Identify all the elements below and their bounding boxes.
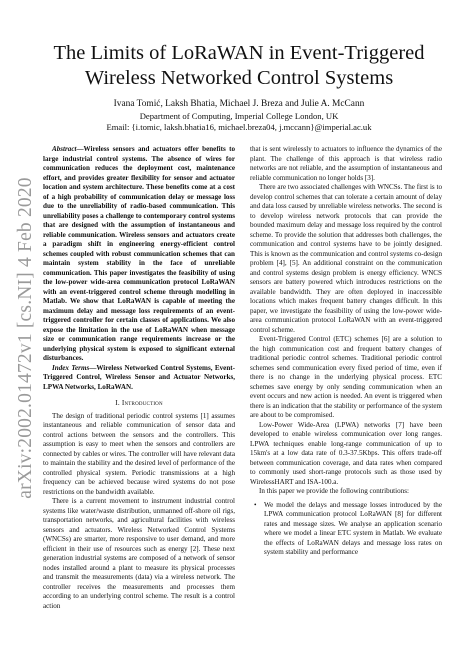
title-line: The Limits of LoRaWAN in Event-Triggered — [53, 42, 425, 64]
contributions-list — [250, 501, 442, 558]
paper-title — [44, 41, 434, 90]
arxiv-identifier-stamp — [14, 138, 38, 538]
body-paragraph: There are two associated challenges with WNCSs. The first is to develop control schemes that can tolerate a certain amount of delay and data loss caused by unreliable wireless networks. The second is to develop wireless network protocols that can provide the bounded maximum delay and message loss required by the control scheme. To provide the solution that addresses both challenges, the communication and control systems have to be jointly designed. This is known as the communication and control systems co-design problem [4], [5]. An additional constraint on the communication and control systems design problem is energy efficiency. WNCS sensors are battery powered which introduces restrictions on the available bandwidth. They are often deployed in inaccessible locations which makes frequent battery changes difficult. In this paper, we investigate the feasibility of using the low-power wide-area communication protocol LoRaWAN with an event-triggered control scheme. — [250, 183, 442, 334]
abstract-text: —Wireless sensors and actuators offer benefits to large industrial control systems. The absence of wires for communication reduces the deployment cost, maintenance effort, and provides greater flexibility for sensor and actuator location and system architecture. These benefits come at a cost of a high probability of communication delay or message loss due to the unreliability of radio-based communication. This unreliability poses a challenge to contemporary control systems that are designed with the assumption of instantaneous and reliable communication. Wireless sensors and actuators create a paradigm shift in engineering energy-efficient control schemes coupled with robust communication schemes that can maintain system stability in the face of unreliable communication. This paper investigates the feasibility of using the low-power wide-area communication protocol LoRaWAN with an event-triggered control scheme through modelling in Matlab. We show that LoRaWAN is capable of meeting the maximum delay and message loss requirements of an event-triggered controller for certain classes of applications. We also expose the limitation in the use of LoRaWAN when message size or communication range requirements increase or the underlying physical system is exposed to significant external disturbances. — [43, 145, 235, 362]
body-paragraph: Low-Power Wide-Area (LPWA) networks [7] have been developed to enable wireless communication over long ranges. LPWA techniques enable long-range communication of up to 15km's at a low data rate of 0.3-37.5Kbps. This offers trade-off between communication coverage, and data rates when compared to commonly used short-range protocols such as those used by WirelessHART and ISA-100.a. — [250, 420, 442, 486]
email: Email: {i.tomic, laksh.bhatia16, michael.breza04, j.mccann}@imperial.ac.uk — [106, 122, 372, 132]
body-paragraph: The design of traditional periodic control systems [1] assumes instantaneous and reliable communication of sensor data and control actions between the sensors and the controllers. This assumption is easy to meet when the sensors and controllers are connected by cables or wires. The controller will have relevant data to maintain the stability and the desired level of performance of the controlled physical system. Periodic transmissions at a high frequency can be achieved because wired systems do not pose restrictions on the bandwidth available. — [43, 411, 235, 496]
body-paragraph: There is a current movement to instrument industrial control systems like water/waste distribution, unmanned off-shore oil rigs, transportation networks, and agricultural facilities with wireless sensors and actuators. Wireless Networked Control Systems (WNCSs) are smarter, more responsive to user demand, and more efficient in their use of resources such as energy [2]. These next generation industrial systems are composed of a network of sensor nodes installed around a plant to measure its physical processes and transmit the measurements (data) via a wireless network. The controller receives the measurements and processes them according to an underlying control scheme. The result is a control action — [43, 497, 235, 610]
title-line: Wireless Networked Control Systems — [84, 66, 394, 89]
left-column — [43, 145, 235, 611]
body-paragraph: Event-Triggered Control (ETC) schemes [6] are a solution to the high communication cost and frequent battery changes of traditional periodic control schemes. Traditional periodic control schemes send communication every fixed period of time, even if there is no change in the underlying physical process. ETC schemes save energy by only sending communication when an event occurs and new action is needed. An event is triggered when there is an indication that the stability or performance of the system are about to be compromised. — [250, 335, 442, 419]
abstract-label: Abstract — [52, 145, 77, 153]
contribution-item — [250, 501, 442, 558]
abstract — [43, 145, 235, 364]
author-block — [44, 98, 434, 133]
right-column — [250, 145, 442, 558]
bullet-icon: • — [254, 500, 257, 509]
body-paragraph: In this paper we provide the following contributions: — [259, 487, 409, 495]
author-names: Ivana Tomić, Laksh Bhatia, Michael J. Breza and Julie A. McCann — [113, 99, 365, 109]
body-paragraph: that is sent wirelessly to actuators to influence the dynamics of the plant. The challenge of this approach is that wireless radio networks are not reliable, and the assumption of instantaneous and reliable communication no longer holds [3]. — [250, 145, 442, 182]
index-terms-label: Index Terms — [52, 363, 90, 372]
contribution-text: We model the delays and message losses introduced by the LPWA communication protocol LoRaWAN [8] for different rates and message sizes. We analyse an application scenario where we model a linear ETC system in Matlab. We evaluate the effects of LoRaWAN delays and message loss rates on system stability and performance — [264, 500, 442, 556]
section-heading: I. Introduction — [115, 398, 163, 407]
arxiv-identifier-text: arXiv:2002.01472v1 [cs.NI] 4 Feb 2020 — [15, 177, 36, 499]
index-terms — [43, 364, 235, 393]
affiliation: Department of Computing, Imperial College London, UK — [139, 111, 339, 121]
index-terms-text: —Wireless Networked Control Systems, Event-Triggered Control, Wireless Sensor and Actuator Networks, LPWA Networks, LoRaWAN. — [43, 363, 236, 391]
